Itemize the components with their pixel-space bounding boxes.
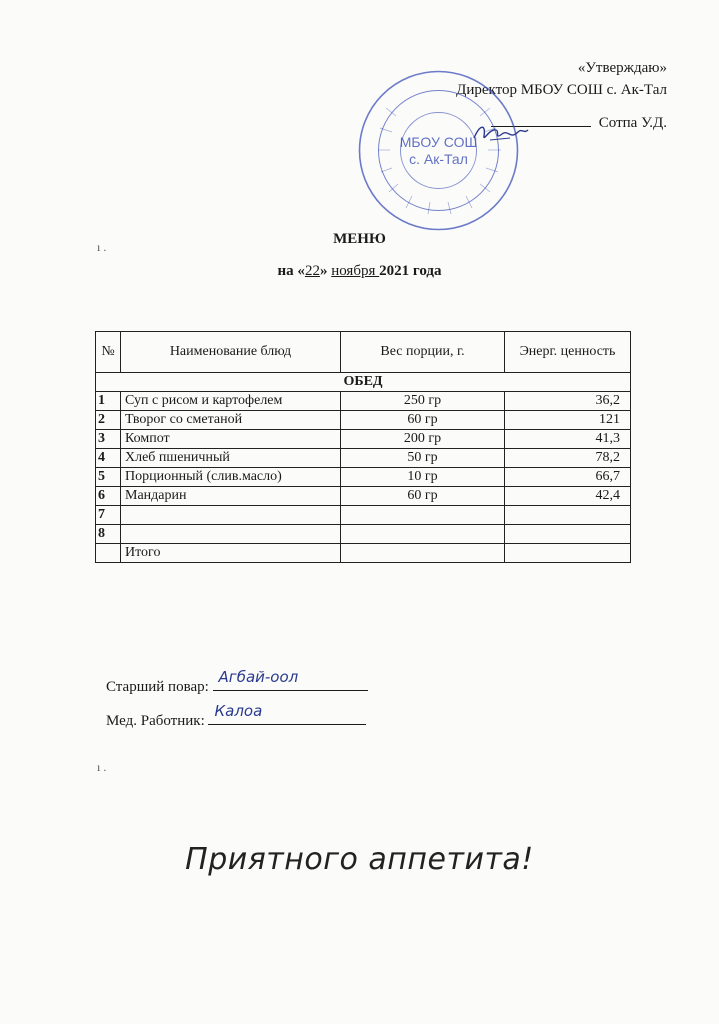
row-name: Мандарин <box>121 487 341 506</box>
director-signature-icon <box>470 118 530 148</box>
row-weight: 250 гр <box>341 392 505 411</box>
scan-mark: ı . <box>97 240 107 254</box>
row-num: 2 <box>96 411 121 430</box>
menu-date-prefix: на « <box>277 263 305 279</box>
row-energy: 42,4 <box>505 487 631 506</box>
row-name <box>121 525 341 544</box>
row-energy: 36,2 <box>505 392 631 411</box>
row-weight: 60 гр <box>341 411 505 430</box>
footer-wish: Приятного аппетита! <box>185 842 534 877</box>
row-weight: 50 гр <box>341 449 505 468</box>
stamp-center-text-1: МБОУ СОШ <box>399 134 478 150</box>
section-title: ОБЕД <box>96 373 631 392</box>
row-name: Суп с рисом и картофелем <box>121 392 341 411</box>
scan-mark: ı . <box>97 760 107 774</box>
row-weight <box>341 525 505 544</box>
total-weight <box>341 544 505 563</box>
table-row <box>96 430 631 449</box>
table-row <box>96 525 631 544</box>
cook-handwriting: Агбай-оол <box>218 668 299 686</box>
row-num: 1 <box>96 392 121 411</box>
cook-label: Старший повар: <box>106 679 209 695</box>
row-weight <box>341 506 505 525</box>
row-num: 8 <box>96 525 121 544</box>
total-num <box>96 544 121 563</box>
table-row <box>96 487 631 506</box>
section-row <box>96 373 631 392</box>
row-num: 4 <box>96 449 121 468</box>
row-num: 5 <box>96 468 121 487</box>
table-row <box>96 392 631 411</box>
row-energy <box>505 525 631 544</box>
approval-name: Сотпа У.Д. <box>598 114 667 131</box>
menu-table <box>95 331 631 563</box>
row-name <box>121 506 341 525</box>
menu-date-day: 22 <box>304 263 320 279</box>
menu-date <box>0 263 719 280</box>
header-num: № <box>96 332 121 373</box>
school-stamp <box>356 68 521 233</box>
table-header-row <box>96 332 631 373</box>
menu-title: МЕНЮ <box>333 231 386 247</box>
row-weight: 60 гр <box>341 487 505 506</box>
header-weight: Вес порции, г. <box>341 332 505 373</box>
row-energy: 121 <box>505 411 631 430</box>
header-energy: Энерг. ценность <box>505 332 631 373</box>
cook-signature-blank <box>213 668 368 691</box>
medic-label: Мед. Работник: <box>106 713 205 729</box>
approval-position: Директор МБОУ СОШ с. Ак-Тал <box>456 81 667 98</box>
medic-signature-blank <box>208 702 366 725</box>
row-weight: 10 гр <box>341 468 505 487</box>
row-energy <box>505 506 631 525</box>
row-energy: 41,3 <box>505 430 631 449</box>
menu-date-month: ноября <box>331 263 380 279</box>
approval-label: «Утверждаю» <box>577 60 667 76</box>
medic-handwriting: Калоа <box>214 702 263 720</box>
table-row <box>96 468 631 487</box>
stamp-center-text-2: с. Ак-Тал <box>409 151 468 167</box>
medic-signature-line <box>106 702 366 730</box>
header-name: Наименование блюд <box>121 332 341 373</box>
cook-signature-line <box>106 668 368 696</box>
menu-date-mid: » <box>319 263 332 279</box>
table-row <box>96 449 631 468</box>
row-energy: 78,2 <box>505 449 631 468</box>
total-energy <box>505 544 631 563</box>
table-row <box>96 506 631 525</box>
row-weight: 200 гр <box>341 430 505 449</box>
row-name: Порционный (слив.масло) <box>121 468 341 487</box>
row-name: Творог со сметаной <box>121 411 341 430</box>
menu-date-year: 2021 года <box>379 263 442 279</box>
row-energy: 66,7 <box>505 468 631 487</box>
row-num: 7 <box>96 506 121 525</box>
row-num: 6 <box>96 487 121 506</box>
row-name: Хлеб пшеничный <box>121 449 341 468</box>
row-name: Компот <box>121 430 341 449</box>
row-num: 3 <box>96 430 121 449</box>
total-label: Итого <box>121 544 341 563</box>
total-row <box>96 544 631 563</box>
table-row <box>96 411 631 430</box>
